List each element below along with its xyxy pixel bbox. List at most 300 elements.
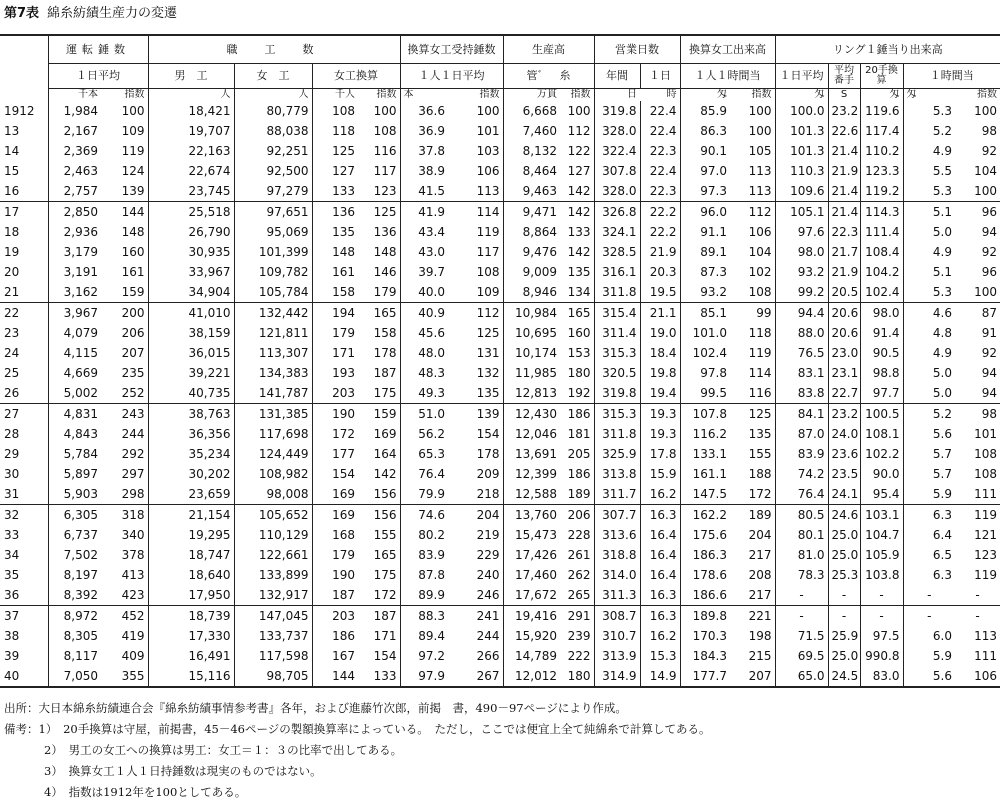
- header-ring: リング１錘当り出来高: [775, 35, 1000, 64]
- data-cell: 24.6: [828, 505, 860, 526]
- year-cell: 21: [4, 285, 20, 299]
- data-cell: 22.2: [640, 222, 680, 242]
- data-cell: 95,069: [234, 222, 312, 242]
- data-cell: 7,050: [48, 666, 101, 687]
- data-cell: 10,695: [503, 323, 560, 343]
- data-cell: 22.3: [640, 181, 680, 202]
- data-cell: 315.4: [594, 303, 640, 324]
- data-cell: 107.8: [680, 404, 730, 425]
- data-cell: 37.8: [400, 141, 448, 161]
- data-cell: 21.7: [828, 242, 860, 262]
- header-spindles-per-worker: 換算女工受持錘数: [400, 35, 503, 64]
- sub-daily-avg: １日平均: [48, 64, 148, 89]
- data-cell: 307.7: [594, 505, 640, 526]
- data-cell: 165: [358, 303, 400, 324]
- data-cell: 243: [101, 404, 148, 425]
- data-cell: 22.4: [640, 121, 680, 141]
- header-output-per-worker: 換算女工出来高: [680, 35, 775, 64]
- table-row: [0, 282, 1000, 303]
- data-cell: 16.3: [640, 606, 680, 627]
- table-row: [0, 505, 1000, 526]
- data-cell: 8,464: [503, 161, 560, 181]
- table-row: [0, 202, 1000, 223]
- data-cell: 40.9: [400, 303, 448, 324]
- data-cell: 118: [748, 326, 772, 340]
- data-cell: 314.9: [594, 666, 640, 687]
- data-cell: 188: [748, 467, 772, 481]
- data-cell: 101.3: [775, 141, 828, 161]
- data-cell: 9,009: [503, 262, 560, 282]
- data-cell: 8,946: [503, 282, 560, 303]
- data-cell: 178: [373, 346, 397, 360]
- data-cell: 34,904: [148, 282, 234, 303]
- data-cell: 122: [567, 144, 591, 158]
- year-cell: 1912: [4, 104, 35, 118]
- data-cell: 12,046: [503, 424, 560, 444]
- year-cell: 33: [4, 528, 20, 542]
- data-cell: 125: [358, 202, 400, 223]
- unit-cell: 日: [594, 89, 640, 102]
- year-header: [0, 35, 48, 64]
- data-cell: 22.2: [640, 202, 680, 223]
- data-cell: 97.9: [400, 666, 448, 687]
- year-cell: 16: [4, 184, 20, 198]
- data-cell: 83.9: [400, 545, 448, 565]
- unit-cell: 匁: [903, 89, 955, 102]
- data-cell: 90.1: [680, 141, 730, 161]
- data-cell: 101: [974, 427, 998, 441]
- unit-cell: 指数: [751, 89, 772, 100]
- data-cell: 169: [312, 484, 358, 505]
- data-cell: 2,850: [48, 202, 101, 223]
- data-cell: 79.9: [400, 484, 448, 505]
- data-cell: 239: [567, 629, 591, 643]
- sub-male: 男 工: [148, 64, 234, 89]
- year-cell: 15: [4, 164, 20, 178]
- data-cell: 200: [101, 303, 148, 324]
- data-cell: 6.4: [903, 525, 955, 545]
- year-cell: 31: [4, 487, 20, 501]
- data-cell: 15,473: [503, 525, 560, 545]
- data-cell: 19.5: [640, 282, 680, 303]
- data-cell: 108.1: [860, 424, 903, 444]
- data-cell: 160: [121, 245, 145, 259]
- data-cell: 18.4: [640, 343, 680, 363]
- data-cell: 265: [567, 588, 591, 602]
- data-cell: 452: [101, 606, 148, 627]
- year-cell: 34: [4, 548, 20, 562]
- year-cell: 24: [4, 346, 20, 360]
- data-cell: 423: [121, 588, 145, 602]
- data-cell: 35,234: [148, 444, 234, 464]
- data-cell: 179: [373, 285, 397, 299]
- data-cell: 310.7: [594, 626, 640, 646]
- data-cell: 165: [373, 548, 397, 562]
- data-cell: 83.8: [775, 383, 828, 404]
- remarks-row: [4, 719, 1004, 740]
- data-cell: 104: [748, 245, 772, 259]
- data-cell: 113,307: [234, 343, 312, 363]
- remark-item: 2） 男工の女工への換算は男工：女工＝１：３の比率で出してある。: [44, 743, 403, 757]
- data-cell: 189: [567, 487, 591, 501]
- year-cell: 35: [4, 568, 20, 582]
- data-cell: 97.3: [680, 181, 730, 202]
- unit-cell: 千人: [312, 89, 358, 102]
- data-cell: 104: [974, 164, 998, 178]
- data-cell: 122,661: [234, 545, 312, 565]
- data-cell: 100: [974, 184, 998, 198]
- data-cell: 123.3: [860, 161, 903, 181]
- data-cell: 40.0: [400, 282, 448, 303]
- data-cell: 83.9: [775, 444, 828, 464]
- data-cell: 13,691: [503, 444, 560, 464]
- data-cell: 3,967: [48, 303, 101, 324]
- data-cell: 97.8: [680, 363, 730, 383]
- units-row: [0, 89, 1000, 102]
- data-cell: 5.6: [903, 666, 955, 687]
- data-cell: 108: [312, 101, 358, 121]
- data-cell: 97.0: [680, 161, 730, 181]
- data-cell: 123: [373, 184, 397, 198]
- data-cell: 4.9: [903, 343, 955, 363]
- data-cell: 21.4: [828, 181, 860, 202]
- data-cell: 8,972: [48, 606, 101, 627]
- data-cell: 154: [312, 464, 358, 484]
- data-cell: 98,705: [234, 666, 312, 687]
- data-cell: 127: [567, 164, 591, 178]
- data-cell: 160: [567, 326, 591, 340]
- data-cell: 23.5: [828, 464, 860, 484]
- data-cell: 132,442: [234, 303, 312, 324]
- data-cell: 16.3: [640, 585, 680, 606]
- data-cell: 25,518: [148, 202, 234, 223]
- data-cell: 172: [312, 424, 358, 444]
- data-cell: 133: [358, 666, 400, 687]
- data-cell: 147,045: [234, 606, 312, 627]
- table-row: [0, 545, 1000, 565]
- data-cell: 2,936: [48, 222, 101, 242]
- data-cell: 103.8: [860, 565, 903, 585]
- data-cell: 65.3: [400, 444, 448, 464]
- data-cell: 190: [312, 404, 358, 425]
- sub-female-equiv: 女工換算: [312, 64, 400, 89]
- data-cell: 105.9: [860, 545, 903, 565]
- header-workers: 職 工 数: [148, 35, 400, 64]
- sub-per-day: １日: [640, 64, 680, 89]
- data-cell: 88.0: [775, 323, 828, 343]
- data-cell: 100: [748, 104, 772, 118]
- data-cell: 12,430: [503, 404, 560, 425]
- data-cell: 4,115: [48, 343, 101, 363]
- data-cell: 5,002: [48, 383, 101, 404]
- data-cell: 172: [748, 487, 772, 501]
- data-cell: 190: [312, 565, 358, 585]
- data-cell: 179: [312, 323, 358, 343]
- data-cell: 83.1: [775, 363, 828, 383]
- data-cell: 159: [358, 404, 400, 425]
- data-cell: 76.5: [775, 343, 828, 363]
- data-cell: 378: [121, 548, 145, 562]
- data-cell: 119: [748, 346, 772, 360]
- data-cell: 204: [448, 505, 503, 526]
- data-cell: 76.4: [400, 464, 448, 484]
- data-cell: 11,985: [503, 363, 560, 383]
- data-cell: 328.0: [594, 181, 640, 202]
- data-cell: 16,491: [148, 646, 234, 666]
- remarks-label: 備考：: [4, 722, 39, 736]
- data-cell: -: [975, 588, 980, 602]
- data-cell: 41,010: [148, 303, 234, 324]
- data-cell: 322.4: [594, 141, 640, 161]
- data-cell: 7,460: [503, 121, 560, 141]
- data-cell: 5.7: [903, 464, 955, 484]
- data-cell: 144: [101, 202, 148, 223]
- year-cell: 37: [0, 606, 48, 627]
- table-row: [0, 565, 1000, 585]
- data-cell: 20.5: [828, 282, 860, 303]
- data-cell: 187: [312, 585, 358, 606]
- data-cell: 158: [312, 282, 358, 303]
- data-cell: 21.9: [828, 161, 860, 181]
- data-cell: 311.7: [594, 484, 640, 505]
- data-cell: 5,784: [48, 444, 101, 464]
- data-cell: 92,251: [234, 141, 312, 161]
- data-cell: 207: [121, 346, 145, 360]
- data-cell: 108.4: [860, 242, 903, 262]
- sub-per-hour: １時間当: [903, 64, 1000, 89]
- sub-avg-count: 平均番手: [828, 64, 860, 89]
- data-cell: 170.3: [680, 626, 730, 646]
- data-cell: 25.0: [828, 646, 860, 666]
- data-cell: 298: [121, 487, 145, 501]
- data-cell: 39.7: [400, 262, 448, 282]
- data-cell: 139: [448, 404, 503, 425]
- data-cell: 5.9: [903, 646, 955, 666]
- data-cell: 109: [476, 285, 500, 299]
- data-cell: 108: [974, 447, 998, 461]
- data-cell: 83.0: [860, 666, 903, 687]
- data-cell: 36.6: [400, 101, 448, 121]
- data-cell: 154: [373, 649, 397, 663]
- data-cell: 340: [121, 528, 145, 542]
- data-cell: 194: [312, 303, 358, 324]
- table-row: [0, 161, 1000, 181]
- data-cell: 119: [974, 568, 998, 582]
- data-cell: 81.0: [775, 545, 828, 565]
- data-cell: 180: [567, 366, 591, 380]
- data-cell: 311.8: [594, 424, 640, 444]
- data-cell: 19.0: [640, 323, 680, 343]
- data-cell: 6.5: [903, 545, 955, 565]
- data-cell: 85.1: [680, 303, 730, 324]
- data-cell: 114: [448, 202, 503, 223]
- data-cell: 10,174: [503, 343, 560, 363]
- data-cell: 92: [981, 144, 998, 158]
- data-cell: 186.6: [680, 585, 730, 606]
- data-cell: 119.2: [860, 181, 903, 202]
- data-cell: 134,383: [234, 363, 312, 383]
- data-cell: 112: [567, 124, 591, 138]
- data-cell: 118: [312, 121, 358, 141]
- table-row: [0, 222, 1000, 242]
- data-cell: -: [903, 606, 955, 627]
- data-cell: 219: [476, 528, 500, 542]
- year-cell: 38: [4, 629, 20, 643]
- data-cell: 102.4: [860, 282, 903, 303]
- data-cell: 153: [567, 346, 591, 360]
- data-cell: 205: [567, 447, 591, 461]
- data-cell: 30,935: [148, 242, 234, 262]
- data-cell: 252: [121, 386, 145, 400]
- data-cell: 316.1: [594, 262, 640, 282]
- data-cell: 134: [567, 285, 591, 299]
- data-cell: 84.1: [775, 404, 828, 425]
- data-cell: 94: [981, 225, 998, 239]
- data-cell: 110,129: [234, 525, 312, 545]
- data-cell: 187: [373, 366, 397, 380]
- data-cell: 23,659: [148, 484, 234, 505]
- data-cell: 189: [730, 505, 775, 526]
- sub-count20: 20手換算: [860, 64, 903, 89]
- data-cell: 4,669: [48, 363, 101, 383]
- data-cell: 20.6: [828, 303, 860, 324]
- data-cell: 23.1: [828, 363, 860, 383]
- data-cell: 41.9: [400, 202, 448, 223]
- data-cell: 355: [101, 666, 148, 687]
- data-cell: 4.6: [903, 303, 955, 324]
- sub-per-person-day: １人１日平均: [400, 64, 503, 89]
- year-cell: 18: [4, 225, 20, 239]
- data-cell: 246: [476, 588, 500, 602]
- data-cell: 112: [448, 303, 503, 324]
- data-cell: 5.0: [903, 222, 955, 242]
- data-cell: 217: [748, 588, 772, 602]
- data-cell: 65.0: [775, 666, 828, 687]
- data-cell: 102.4: [680, 343, 730, 363]
- data-cell: 21.4: [828, 141, 860, 161]
- data-cell: 17,950: [148, 585, 234, 606]
- data-cell: 21.1: [640, 303, 680, 324]
- data-cell: 142: [567, 184, 591, 198]
- data-cell: 169: [373, 427, 397, 441]
- data-cell: 136: [373, 225, 397, 239]
- data-cell: 161: [312, 262, 358, 282]
- table-row: [0, 626, 1000, 646]
- data-cell: 314.0: [594, 565, 640, 585]
- data-cell: -: [828, 585, 860, 606]
- data-cell: 3,191: [48, 262, 101, 282]
- data-cell: 102.2: [860, 444, 903, 464]
- data-cell: 116: [373, 144, 397, 158]
- data-cell: 12,399: [503, 464, 560, 484]
- data-cell: 98: [981, 124, 998, 138]
- data-cell: 6,737: [48, 525, 101, 545]
- data-cell: 21,154: [148, 505, 234, 526]
- data-cell: 91: [981, 326, 998, 340]
- data-cell: 111: [974, 487, 998, 501]
- data-cell: 297: [121, 467, 145, 481]
- year-cell: 32: [0, 505, 48, 526]
- year-cell: 40: [0, 666, 48, 687]
- data-cell: 4,079: [48, 323, 101, 343]
- data-cell: -: [860, 606, 903, 627]
- data-cell: 23.2: [828, 404, 860, 425]
- data-cell: 108: [748, 285, 772, 299]
- data-cell: -: [775, 606, 828, 627]
- data-cell: 80.1: [775, 525, 828, 545]
- data-cell: 8,392: [48, 585, 101, 606]
- data-cell: 155: [748, 447, 772, 461]
- data-cell: 104.7: [860, 525, 903, 545]
- data-cell: 23.6: [828, 444, 860, 464]
- data-cell: 117: [476, 245, 500, 259]
- data-cell: 9,476: [503, 242, 560, 262]
- data-cell: 38.9: [400, 161, 448, 181]
- data-cell: 99.2: [775, 282, 828, 303]
- data-cell: 36.9: [400, 121, 448, 141]
- data-cell: 267: [448, 666, 503, 687]
- data-cell: 74.6: [400, 505, 448, 526]
- unit-cell: 指数: [124, 89, 145, 100]
- data-cell: 119: [476, 225, 500, 239]
- data-cell: 203: [312, 606, 358, 627]
- data-cell: 132: [476, 366, 500, 380]
- data-cell: 89.4: [400, 626, 448, 646]
- data-cell: 123: [974, 548, 998, 562]
- data-cell: 21.4: [828, 202, 860, 223]
- source-note: 出所：大日本綿糸紡績連合会『綿糸紡績事情参考書』各年，および進藤竹次郎，前掲 書，490－97ページにより作成。: [4, 701, 627, 715]
- table-row: [0, 141, 1000, 161]
- data-cell: 221: [730, 606, 775, 627]
- data-cell: 97.5: [860, 626, 903, 646]
- data-cell: 96.0: [680, 202, 730, 223]
- data-cell: 8,864: [503, 222, 560, 242]
- year-cell: 27: [0, 404, 48, 425]
- data-cell: 313.6: [594, 525, 640, 545]
- data-cell: 113: [476, 184, 500, 198]
- data-cell: 319.8: [594, 383, 640, 404]
- data-cell: 8,132: [503, 141, 560, 161]
- data-cell: 80.5: [775, 505, 828, 526]
- data-cell: 108: [974, 467, 998, 481]
- data-cell: 80.2: [400, 525, 448, 545]
- data-cell: 94.4: [775, 303, 828, 324]
- data-cell: 148: [373, 245, 397, 259]
- data-cell: 39,221: [148, 363, 234, 383]
- data-cell: 144: [312, 666, 358, 687]
- data-cell: 241: [448, 606, 503, 627]
- data-cell: 80,779: [234, 101, 312, 121]
- data-cell: 179: [312, 545, 358, 565]
- data-cell: 94: [981, 366, 998, 380]
- data-cell: 15.3: [640, 646, 680, 666]
- data-cell: 147.5: [680, 484, 730, 505]
- data-cell: 159: [121, 285, 145, 299]
- data-cell: 161.1: [680, 464, 730, 484]
- remark-item: 3） 換算女工１人１日持錘数は現実のものではない。: [44, 764, 322, 778]
- data-cell: 5.6: [903, 424, 955, 444]
- data-cell: 116.2: [680, 424, 730, 444]
- table-row: [0, 383, 1000, 404]
- data-cell: 16.4: [640, 525, 680, 545]
- year-cell: 19: [4, 245, 20, 259]
- data-cell: 198: [748, 629, 772, 643]
- data-cell: 990.8: [860, 646, 903, 666]
- data-cell: 113: [748, 184, 772, 198]
- table-title: [4, 2, 177, 21]
- data-cell: 6,668: [503, 101, 560, 121]
- data-cell: 125: [312, 141, 358, 161]
